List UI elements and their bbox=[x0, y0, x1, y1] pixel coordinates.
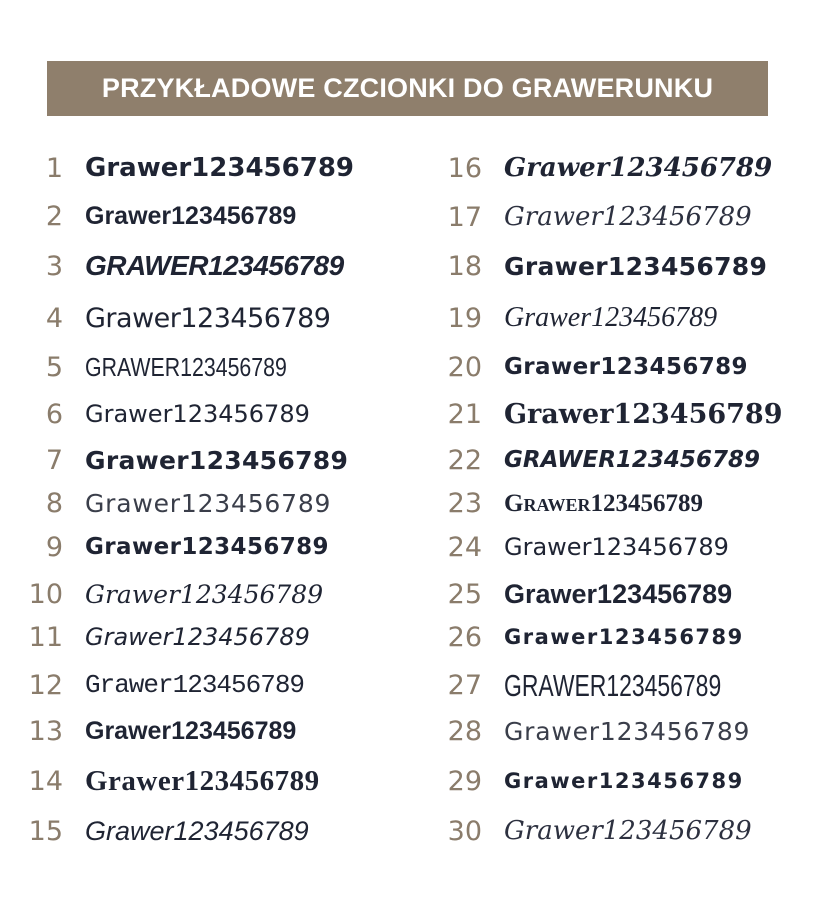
font-sample-text: Grawer123456789 bbox=[504, 251, 768, 281]
font-sample-text: Grawer123456789 bbox=[85, 302, 331, 334]
font-sample-text: Grawer123456789 bbox=[85, 579, 324, 609]
font-sample-row bbox=[0, 394, 783, 434]
font-sample-text: Grawer123456789 bbox=[85, 533, 329, 560]
font-number: 29 bbox=[447, 765, 482, 797]
font-number: 19 bbox=[447, 302, 482, 334]
font-number: 30 bbox=[447, 815, 482, 847]
font-sample-row bbox=[0, 148, 354, 188]
font-number: 6 bbox=[45, 398, 63, 430]
font-number: 8 bbox=[45, 487, 63, 519]
font-sample-text: Grawer123456789 bbox=[504, 302, 718, 333]
font-sample-text: Grawer123456789 bbox=[504, 533, 729, 561]
font-sample-text: Grawer123456789 bbox=[85, 153, 355, 183]
font-sample-row bbox=[0, 574, 732, 614]
font-number: 23 bbox=[447, 487, 482, 519]
font-number: 3 bbox=[45, 250, 63, 282]
font-number: 7 bbox=[45, 444, 63, 476]
font-sample-text: Grawer123456789 bbox=[504, 153, 773, 183]
font-sample-row bbox=[0, 761, 320, 801]
font-sample-row bbox=[0, 711, 296, 751]
font-sample-row bbox=[0, 394, 310, 434]
font-sample-text: Grawer123456789 bbox=[504, 816, 752, 846]
font-number: 12 bbox=[28, 669, 63, 701]
font-number: 15 bbox=[28, 815, 63, 847]
font-number: 18 bbox=[447, 250, 482, 282]
font-number: 13 bbox=[28, 715, 63, 747]
font-number: 22 bbox=[447, 444, 482, 476]
font-number: 14 bbox=[28, 765, 63, 797]
font-sample-row bbox=[0, 811, 752, 851]
font-sample-text: Grawer123456789 bbox=[85, 716, 297, 745]
font-sample-row bbox=[0, 527, 729, 567]
font-number: 27 bbox=[447, 669, 482, 701]
font-sample-row bbox=[0, 617, 310, 657]
font-sample-row bbox=[0, 196, 296, 236]
header-banner bbox=[47, 61, 768, 116]
font-sample-text: Grawer123456789 bbox=[504, 398, 783, 430]
font-sample-row bbox=[0, 347, 748, 387]
font-sample-text: Grawer123456789 bbox=[85, 623, 310, 651]
font-sample-row bbox=[0, 483, 703, 523]
font-sample-text: Grawer123456789 bbox=[504, 489, 703, 517]
font-sample-row bbox=[0, 811, 309, 851]
font-sample-text: Grawer123456789 bbox=[85, 445, 349, 475]
font-sample-row bbox=[0, 440, 348, 480]
font-sample-text: GRAWER123456789 bbox=[85, 250, 344, 281]
font-number: 9 bbox=[45, 531, 63, 563]
font-sample-text: Grawer123456789 bbox=[85, 815, 309, 846]
font-sample-text: Grawer123456789 bbox=[504, 716, 751, 746]
font-number: 25 bbox=[447, 578, 482, 610]
font-sample-text: Grawer123456789 bbox=[504, 353, 748, 380]
font-sample-text: Grawer123456789 bbox=[85, 488, 332, 518]
font-sample-text: Grawer123456789 bbox=[504, 768, 744, 793]
font-sample-text: Grawer123456789 bbox=[504, 624, 744, 649]
font-sample-row bbox=[0, 148, 772, 188]
font-sample-row bbox=[0, 298, 330, 338]
font-number: 10 bbox=[28, 578, 63, 610]
font-sample-row bbox=[0, 665, 798, 705]
font-sample-text: GRAWER123456789 bbox=[504, 446, 760, 473]
font-number: 4 bbox=[45, 302, 63, 334]
font-sample-row bbox=[0, 483, 331, 523]
font-sample-row bbox=[0, 761, 744, 801]
font-sample-row bbox=[0, 298, 717, 338]
font-sample-row bbox=[0, 617, 744, 657]
font-number: 11 bbox=[28, 621, 63, 653]
font-sample-text: GRAWER123456789 bbox=[504, 667, 722, 703]
font-number: 2 bbox=[45, 200, 63, 232]
font-sample-text: GRAWER123456789 bbox=[85, 352, 287, 382]
page-title: PRZYKŁADOWE CZCIONKI DO GRAWERUNKU bbox=[101, 73, 714, 103]
font-sample-row bbox=[0, 246, 344, 286]
font-sample-row bbox=[0, 527, 329, 567]
font-sample-row bbox=[0, 197, 752, 237]
font-number: 28 bbox=[447, 715, 482, 747]
font-number: 24 bbox=[447, 531, 482, 563]
font-number: 16 bbox=[447, 152, 482, 184]
font-number: 17 bbox=[447, 201, 482, 233]
font-sample-row bbox=[0, 246, 767, 286]
font-number: 5 bbox=[45, 351, 63, 383]
font-sample-text: Grawer123456789 bbox=[85, 670, 305, 700]
font-sample-row bbox=[0, 347, 331, 387]
font-sample-text: Grawer123456789 bbox=[85, 764, 320, 797]
font-sample-text: Grawer123456789 bbox=[504, 202, 752, 232]
font-sample-row bbox=[0, 665, 304, 705]
font-number: 1 bbox=[45, 152, 63, 184]
font-sample-text: Grawer123456789 bbox=[85, 201, 297, 230]
font-number: 21 bbox=[447, 398, 482, 430]
font-sample-text: Grawer123456789 bbox=[504, 578, 733, 609]
font-sample-row bbox=[0, 711, 750, 751]
font-number: 26 bbox=[447, 621, 482, 653]
font-sample-row bbox=[0, 440, 760, 480]
font-number: 20 bbox=[447, 351, 482, 383]
font-sample-text: Grawer123456789 bbox=[85, 400, 310, 428]
font-sample-row bbox=[0, 574, 323, 614]
